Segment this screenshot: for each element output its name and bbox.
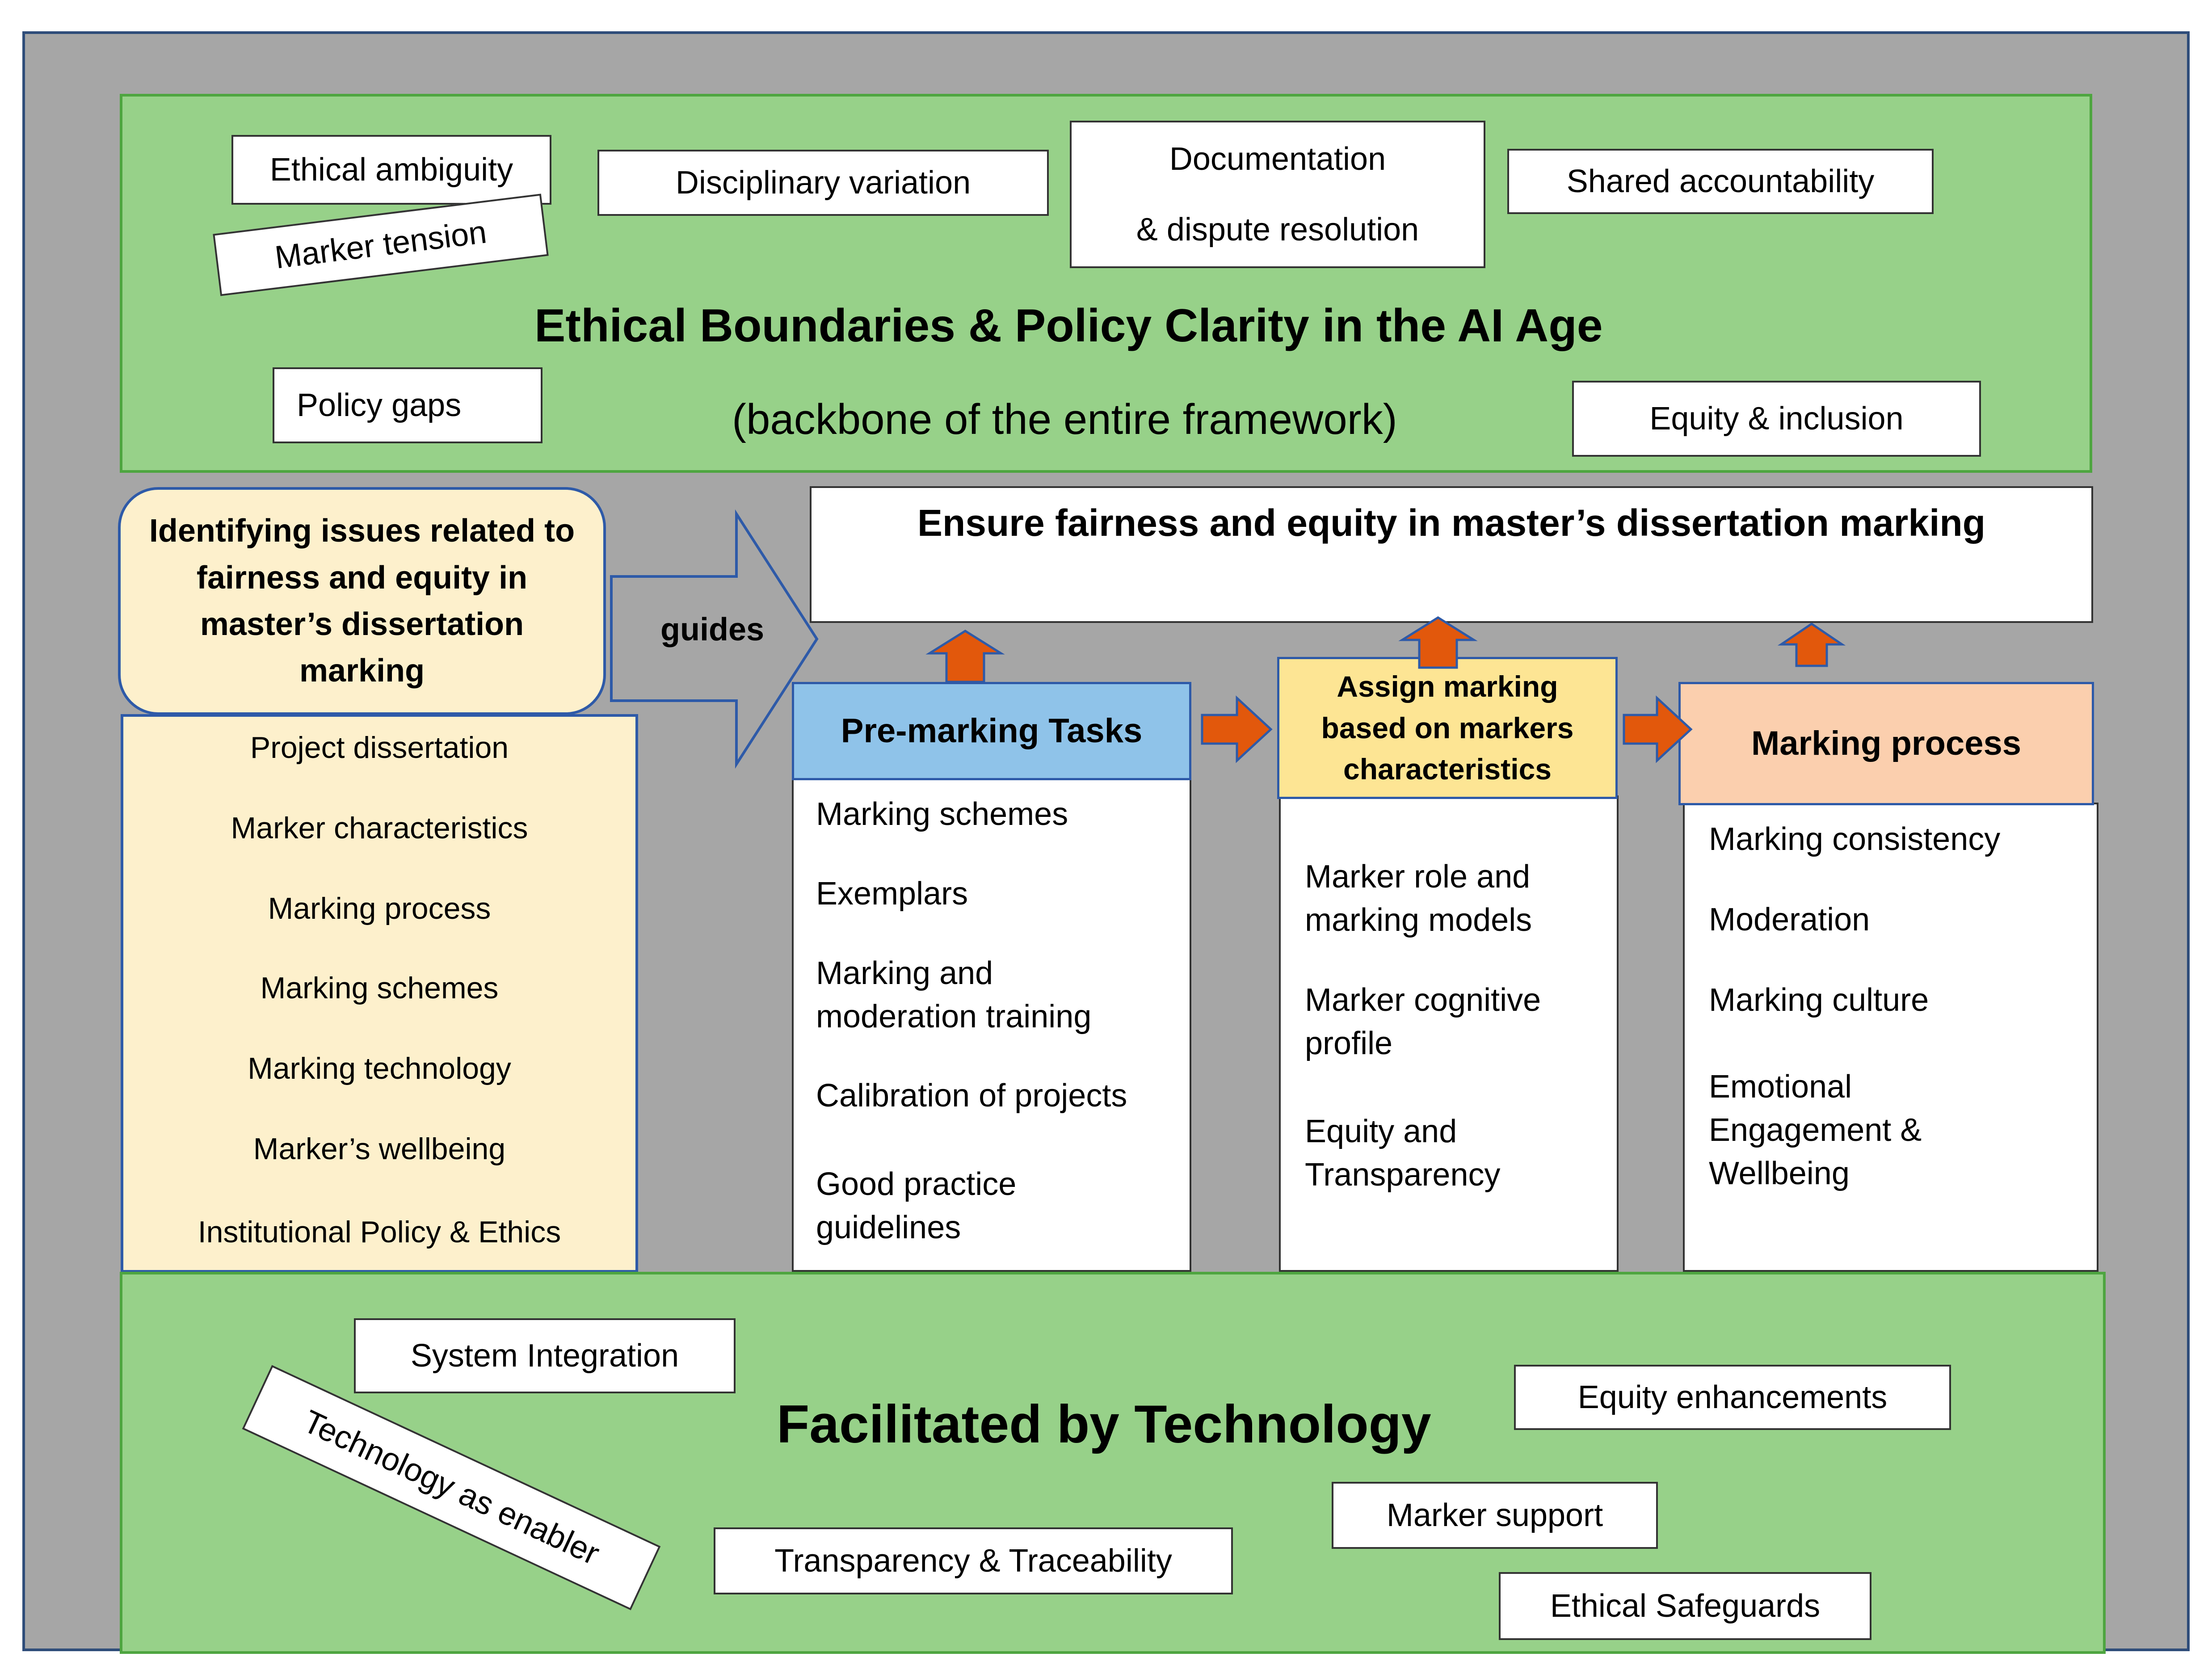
goal-box: Ensure fairness and equity in master’s dissertation marking	[810, 486, 2093, 623]
stage-item: Moderation	[1709, 902, 1870, 938]
marking-process-header: Marking process	[1678, 682, 2094, 805]
issue-item: Marking schemes	[260, 971, 499, 1005]
issue-item: Marking process	[268, 892, 491, 925]
tag-equity-enhancements: Equity enhancements	[1514, 1365, 1951, 1430]
tag-ethical-ambiguity: Ethical ambiguity	[231, 135, 551, 205]
stage-item: Exemplars	[816, 876, 968, 912]
ethical-boundaries-title: Ethical Boundaries & Policy Clarity in the AI Age	[534, 300, 1603, 352]
tag-marker-support: Marker support	[1332, 1482, 1658, 1549]
issue-item: Marking technology	[248, 1051, 511, 1085]
stage-item: Marking schemes	[816, 796, 1068, 832]
documentation-line-1: Documentation	[1169, 141, 1386, 177]
up-arrow-icon	[929, 631, 1001, 682]
stage-item: Marker cognitive profile	[1305, 982, 1541, 1062]
up-arrow-icon	[1781, 624, 1842, 666]
tag-transparency-traceability: Transparency & Traceability	[714, 1527, 1233, 1594]
tag-disciplinary-variation: Disciplinary variation	[597, 150, 1049, 216]
up-arrow-icon	[1402, 618, 1474, 668]
right-arrow-icon	[1202, 698, 1271, 761]
stage-item: Marker role and marking models	[1305, 859, 1532, 938]
right-arrow-icon	[1624, 698, 1691, 761]
issue-item: Institutional Policy & Ethics	[198, 1215, 561, 1249]
technology-title: Facilitated by Technology	[777, 1394, 1431, 1454]
stage-item: Equity and Transparency	[1305, 1114, 1501, 1193]
issue-item: Marker characteristics	[231, 811, 528, 845]
tag-technology-enabler: Technology as enabler	[242, 1365, 661, 1611]
stage-item: Marking culture	[1709, 982, 1929, 1018]
stage-item: Marking consistency	[1709, 821, 2001, 857]
stage-item: Emotional Engagement & Wellbeing	[1709, 1069, 1922, 1192]
tag-policy-gaps: Policy gaps	[273, 367, 542, 443]
ethical-boundaries-subtitle: (backbone of the entire framework)	[732, 395, 1397, 443]
tag-system-integration: System Integration	[354, 1318, 736, 1393]
assign-marking-header: Assign marking based on markers characteristics	[1277, 657, 1618, 799]
pre-marking-header: Pre-marking Tasks	[792, 682, 1191, 780]
guides-label: guides	[660, 612, 765, 648]
tag-marker-tension: Marker tension	[213, 193, 549, 296]
issue-item: Project dissertation	[250, 731, 509, 765]
issue-item: Marker’s wellbeing	[253, 1132, 506, 1166]
stage-item: Calibration of projects	[816, 1078, 1127, 1114]
tag-equity-inclusion: Equity & inclusion	[1572, 381, 1981, 457]
identifying-issues-heading: Identifying issues related to fairness and equity in master’s dissertation marking	[118, 487, 606, 715]
stage-item: Marking and moderation training	[816, 955, 1092, 1035]
tag-shared-accountability: Shared accountability	[1507, 149, 1934, 214]
stage-item: Good practice guidelines	[816, 1166, 1017, 1246]
tag-ethical-safeguards: Ethical Safeguards	[1499, 1572, 1871, 1640]
documentation-line-2: & dispute resolution	[1136, 212, 1419, 248]
